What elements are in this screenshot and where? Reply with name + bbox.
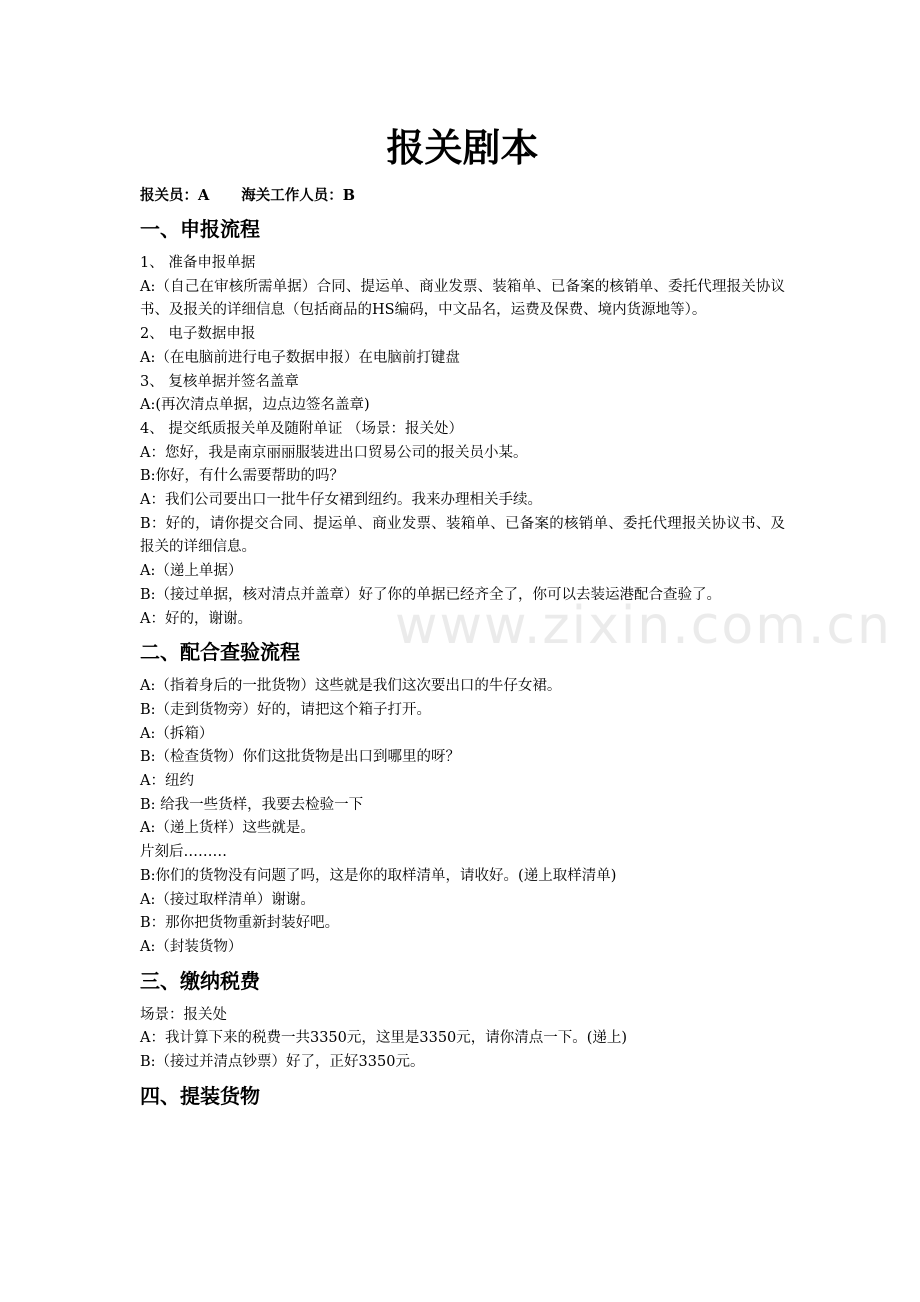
script-line: 3、 复核单据并签名盖章 [140, 373, 299, 390]
script-line: A：我们公司要出口一批牛仔女裙到纽约。我来办理相关手续。 [140, 492, 542, 509]
script-line: 片刻后……… [140, 844, 227, 861]
page-title: 报关剧本 [386, 125, 539, 170]
script-line: A:（封装货物） [140, 938, 243, 955]
script-line: A:（拆箱） [140, 725, 214, 742]
script-line: A:（递上单据） [140, 563, 243, 580]
section-heading: 一、申报流程 [140, 217, 260, 241]
script-line: A:（自己在审核所需单据）合同、提运单、商业发票、装箱单、已备案的核销单、委托代理报关协议书、及报关的详细信息（包括商品的HS编码，中文品名，运费及保费、境内货源地等）。 [140, 278, 785, 319]
section-heading: 三、缴纳税费 [140, 968, 260, 993]
role-b: 海关工作人员：B [241, 187, 356, 204]
document-content [140, 122, 785, 1119]
script-line: B: 给我一些货样，我要去检验一下 [140, 796, 364, 813]
script-line: B:你们的货物没有问题了吗，这是你的取样清单，请收好。(递上取样清单) [140, 867, 617, 884]
script-line: A：我计算下来的税费一共3350元，这里是3350元，请你清点一下。(递上) [140, 1030, 628, 1047]
script-line: B:你好，有什么需要帮助的吗？ [140, 468, 345, 485]
script-line: B:（接过并清点钞票）好了，正好3350元。 [140, 1054, 425, 1071]
script-line: 1、 准备申报单据 [140, 255, 256, 271]
script-line: A:（接过取样清单）谢谢。 [140, 891, 315, 908]
section-heading: 四、提装货物 [140, 1083, 260, 1108]
script-line: 4、 提交纸质报关单及随附单证 （场景：报关处） [140, 420, 463, 437]
roles-line [140, 184, 785, 208]
script-line: A:（递上货样）这些就是。 [140, 820, 315, 837]
script-line: B：好的，请你提交合同、提运单、商业发票、装箱单、已备案的核销单、委托代理报关协议书、及报关的详细信息。 [140, 515, 785, 556]
script-line: B:（走到货物旁）好的，请把这个箱子打开。 [140, 701, 432, 718]
script-line: A：纽约 [140, 773, 194, 790]
script-line: A：好的，谢谢。 [140, 610, 252, 627]
watermark: www.zixin.com.cn [395, 596, 892, 656]
section-heading: 二、配合查验流程 [140, 640, 300, 665]
script-line: A:（指着身后的一批货物）这些就是我们这次要出口的牛仔女裙。 [140, 678, 562, 695]
script-line: B：那你把货物重新封装好吧。 [140, 915, 340, 932]
script-line: A:（在电脑前进行电子数据申报）在电脑前打键盘 [140, 349, 460, 366]
script-line: A：您好，我是南京丽丽服装进出口贸易公司的报关员小某。 [140, 444, 528, 461]
script-line: B:（检查货物）你们这批货物是出口到哪里的呀？ [140, 749, 461, 766]
script-line: B:（接过单据，核对清点并盖章）好了你的单据已经齐全了，你可以去装运港配合查验了。 [140, 586, 722, 603]
role-a: 报关员：A [140, 187, 210, 204]
script-line: 2、 电子数据申报 [140, 326, 256, 343]
script-line: 场景：报关处 [140, 1006, 227, 1023]
script-line: A:(再次清点单据，边点边签名盖章) [140, 397, 370, 414]
